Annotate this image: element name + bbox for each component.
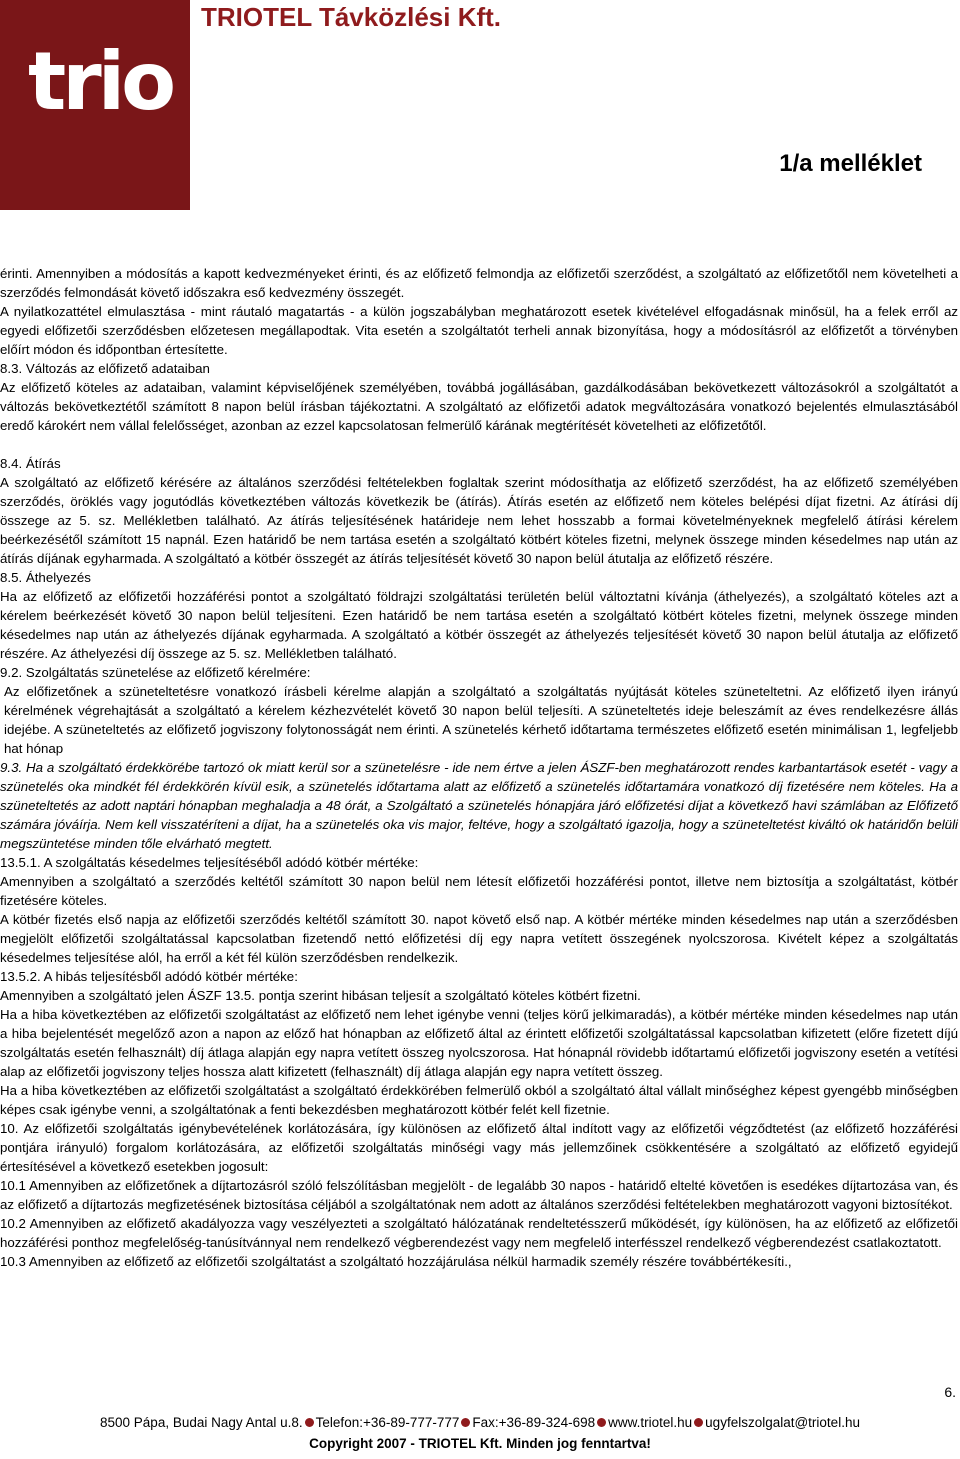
paragraph: Az előfizetőnek a szüneteltetésre vonatkozó írásbeli kérelme alapján a szolgáltató a szolgáltatás nyújtását köteles szüneteltetni. Az előfizető ilyen irányú kérelmének végrehajtását a szolgáltató a kérelem kézhezvételét követő 30 napon belül teljesíti. A szüneteltetés ideje beleszámít az éves rendelkezésre állás idejébe. A szüneteltetés az előfizető jogviszony folytonosságát nem érinti. A szünetelés kérhető időtartama természetes előfizető esetén minimálisan 1, legfeljebb hat hónap xyxy=(4,684,958,756)
section-heading-13-5-1: 13.5.1. A szolgáltatás késedelmes teljesítéséből adódó kötbér mértéke: xyxy=(0,855,419,870)
section-heading-9-2: 9.2. Szolgáltatás szünetelése az előfizető kérelmére: xyxy=(0,665,311,680)
paragraph-10-2: 10.2 Amennyiben az előfizető akadályozza vagy veszélyezteti a szolgáltató hálózatának rendeltetésszerű működését, így különösen, ha az előfizető az előfizetői hozzáférési ponthoz megfelelőség-tanúsítvánnyal nem rendelkező végberendezést vagy nem megfelelő interfésszel rendelkező végberendezést csatlakoztatott. xyxy=(0,1216,958,1250)
logo-text: trio xyxy=(28,35,173,128)
section-heading-8-4: 8.4. Átírás xyxy=(0,456,61,471)
footer-website-link[interactable]: www.triotel.hu xyxy=(608,1415,693,1430)
footer-copyright: Copyright 2007 - TRIOTEL Kft. Minden jog fenntartva! xyxy=(309,1436,651,1451)
section-heading-8-3: 8.3. Változás az előfizető adataiban xyxy=(0,361,210,376)
bullet-icon xyxy=(694,1418,703,1427)
page-footer xyxy=(0,1412,960,1454)
section-heading-8-5: 8.5. Áthelyezés xyxy=(0,570,91,585)
paragraph: Ha az előfizető az előfizetői hozzáférési pontot a szolgáltató földrajzi szolgáltatási területén belül változtatni kívánja (áthelyezés), a szolgáltató köteles azt a kérelem beérkezését követő 30 napon belül teljesíteni. Ezen határidő be nem tartása esetén a szolgáltató kötbért köteles fizetni, melynek összege minden késedelmes nap után az áthelyezés díjának egyharmada. A szolgáltató a kötbér összegét az áthelyezés teljesítését követő 30 napon belül átutalja az előfizető részére. Az áthelyezési díj összege az 5. sz. Mellékletben található. xyxy=(0,589,958,661)
paragraph: A nyilatkozattétel elmulasztása - mint ráutaló magatartás - a külön jogszabályban meghatározott esetek kivételével elfogadásnak minősül, ha a felek erről az egyedi előfizetői szerződésben előzetesen megállapodtak. Vita esetén a szolgáltatót terheli annak bizonyítása, hogy a módosításról az előfizetőt a törvényben előírt módon és időpontban értesítette. xyxy=(0,304,958,357)
bullet-icon xyxy=(461,1418,470,1427)
trio-logo xyxy=(0,0,190,210)
paragraph-10-1: 10.1 Amennyiben az előfizetőnek a díjtartozásról szóló felszólításban megjelölt - de legalább 30 napos - határidő eltelté követően is esedékes díjtartozása van, és az előfizető a díjtartozás megfizetésének biztosítása céljából a szolgáltatónak nem adott az általános szerződési feltételekben meghatározott vagyoni biztosítékot. xyxy=(0,1178,958,1212)
paragraph: A kötbér fizetés első napja az előfizetői szerződés keltétől számított 30. napot követő első nap. A kötbér mértéke minden késedelmes nap után a szerződésben megjelölt előfizetői szolgáltatással kapcsolatban fizetendő nettó előfizetési díj egy napra vetített összegének nyolcszorosa. Kivételt képez a szolgáltatás késedelmes teljesítése alól, ha erről a két fél külön szerződésben rendelkezik. xyxy=(0,912,958,965)
page-number: 6. xyxy=(944,1384,956,1400)
paragraph: Amennyiben a szolgáltató jelen ÁSZF 13.5. pontja szerint hibásan teljesít a szolgáltató köteles kötbért fizetni. xyxy=(0,988,641,1003)
paragraph: A szolgáltató az előfizető kérésére az általános szerződési feltételekben foglaltak szerint módosíthatja az előfizető szerződést, ha az előfizető személyében szerződés, öröklés vagy jogutódlás következtében változás következik be (átírás). Átírás esetén az előfizető nem köteles belépési díjat fizetni. Az átírási díj összege az 5. sz. Mellékletben található. Az átírás teljesítésének határideje nem lehet hosszabb a formai követelményeknek megfelelő átírási kérelem beérkezésétől számított 15 napnál. Ezen határidő be nem tartása esetén a szolgáltató kötbért köteles fizetni, melynek összege minden késedelmes nap után az átírás díjának egyharmada. A szolgáltató a kötbér összegét az átírás teljesítését követő 30 napon belül átutalja az előfizető részére. xyxy=(0,475,958,566)
document-body xyxy=(0,264,958,1271)
paragraph: Az előfizető köteles az adataiban, valamint képviselőjének személyében, továbbá jogállásában, gazdálkodásában bekövetkezett változásokról a szolgáltatót a változás bekövetkeztétől számított 8 napon belül írásban tájékoztatni. A szolgáltató az előfizetői adatok megváltozására vonatkozó bejelentés elmulasztásából eredő károkért nem vállal felelősséget, azonban az ezzel kapcsolatosan felmerülő kárának megtérítését követelheti az előfizetőtől. xyxy=(0,380,958,433)
paragraph-10-3: 10.3 Amennyiben az előfizető az előfizetői szolgáltatást a szolgáltató hozzájárulása nélkül harmadik személy részére továbbértékesíti., xyxy=(0,1254,792,1269)
footer-phone: Telefon:+36-89-777-777 xyxy=(315,1415,460,1430)
paragraph: Ha a hiba következtében az előfizetői szolgáltatást a szolgáltató érdekkörében felmerülő okból a szolgáltató által vállalt minőséghez képest gyengébb minőségben képes csak igénybe venni, a szolgáltatónak a fenti bekezdésben meghatározott kötbér felét kell fizetnie. xyxy=(0,1083,958,1117)
footer-address: 8500 Pápa, Budai Nagy Antal u.8. xyxy=(100,1415,303,1430)
page-header xyxy=(0,0,960,210)
section-heading-13-5-2: 13.5.2. A hibás teljesítésből adódó kötbér mértéke: xyxy=(0,969,298,984)
annex-label: 1/a melléklet xyxy=(779,150,922,177)
paragraph: érinti. Amennyiben a módosítás a kapott kedvezményeket érinti, és az előfizető felmondja az előfizetői szerződést, a szolgáltató az előfizetőtől nem követelheti a szerződés felmondását követő időszakra eső kedvezmény összegét. xyxy=(0,266,958,300)
paragraph-9-3: 9.3. Ha a szolgáltató érdekkörébe tartozó ok miatt kerül sor a szünetelésre - ide nem értve a jelen ÁSZF-ben meghatározott rendes karbantartások esetét - vagy a szünetelés oka mindkét fél érdekkörén kívül esik, a szünetelés időtartama alatt az előfizető a szünetelés időtartamára vonatkozó díj fizetésére nem köteles. Ha a szüneteltetés az adott naptári hónapban meghaladja a 48 órát, a Szolgáltató a szünetelés hónapjára járó előfizetési díjat a következő havi számlában az Előfizető számára jóváírja. Nem kell visszatéríteni a díjat, ha a szünetelés oka vis major, feltéve, hogy a szolgáltató igazolja, hogy a szüneteltetést kiváltó ok határidőn belüli megszüntetése minden tőle elvárható megtett. xyxy=(0,760,958,851)
bullet-icon xyxy=(305,1418,314,1427)
footer-email-link[interactable]: ugyfelszolgalat@triotel.hu xyxy=(705,1415,860,1430)
paragraph: Amennyiben a szolgáltató a szerződés keltétől számított 30 napon belül nem létesít előfizetői hozzáférési pontot, illetve nem biztosítja a szolgáltatást, kötbér fizetésére köteles. xyxy=(0,874,958,908)
footer-fax: Fax:+36-89-324-698 xyxy=(472,1415,596,1430)
company-name: TRIOTEL Távközlési Kft. xyxy=(201,2,502,32)
spacer xyxy=(0,435,958,454)
paragraph-10: 10. Az előfizetői szolgáltatás igénybevételének korlátozására, így különösen az előfizető által indított vagy az előfizetői végződtetést (az előfizető hozzáférési pontjára irányuló) forgalom korlátozására, az előfizetői szolgáltatás minőségi vagy más jellemzőinek csökkentésére a szolgáltató az előfizető egyidejű értesítésével a következő esetekben jogosult: xyxy=(0,1121,958,1174)
paragraph: Ha a hiba következtében az előfizetői szolgáltatást az előfizető nem lehet igénybe venni (teljes körű jelkimaradás), a kötbér mértéke minden késedelmes nap után a hiba bejelentését megelőző azon a napon az előző hat hónapban az előfizető által az érintett előfizetői szolgáltatással kapcsolatban kifizetett (előre fizetett díjú szolgáltatás esetén felhasznált) díj átlaga alapján egy napra vetített összeg nyolcszorosa. Hat hónapnál rövidebb időtartamú előfizetői jogviszony esetén a vetítési alap az előfizetői jogviszony teljes hossza alatt kifizetett (felhasznált) díj átlaga alapján egy napra vetített összeg. xyxy=(0,1007,958,1079)
bullet-icon xyxy=(597,1418,606,1427)
footer-contact-line xyxy=(0,1412,960,1433)
